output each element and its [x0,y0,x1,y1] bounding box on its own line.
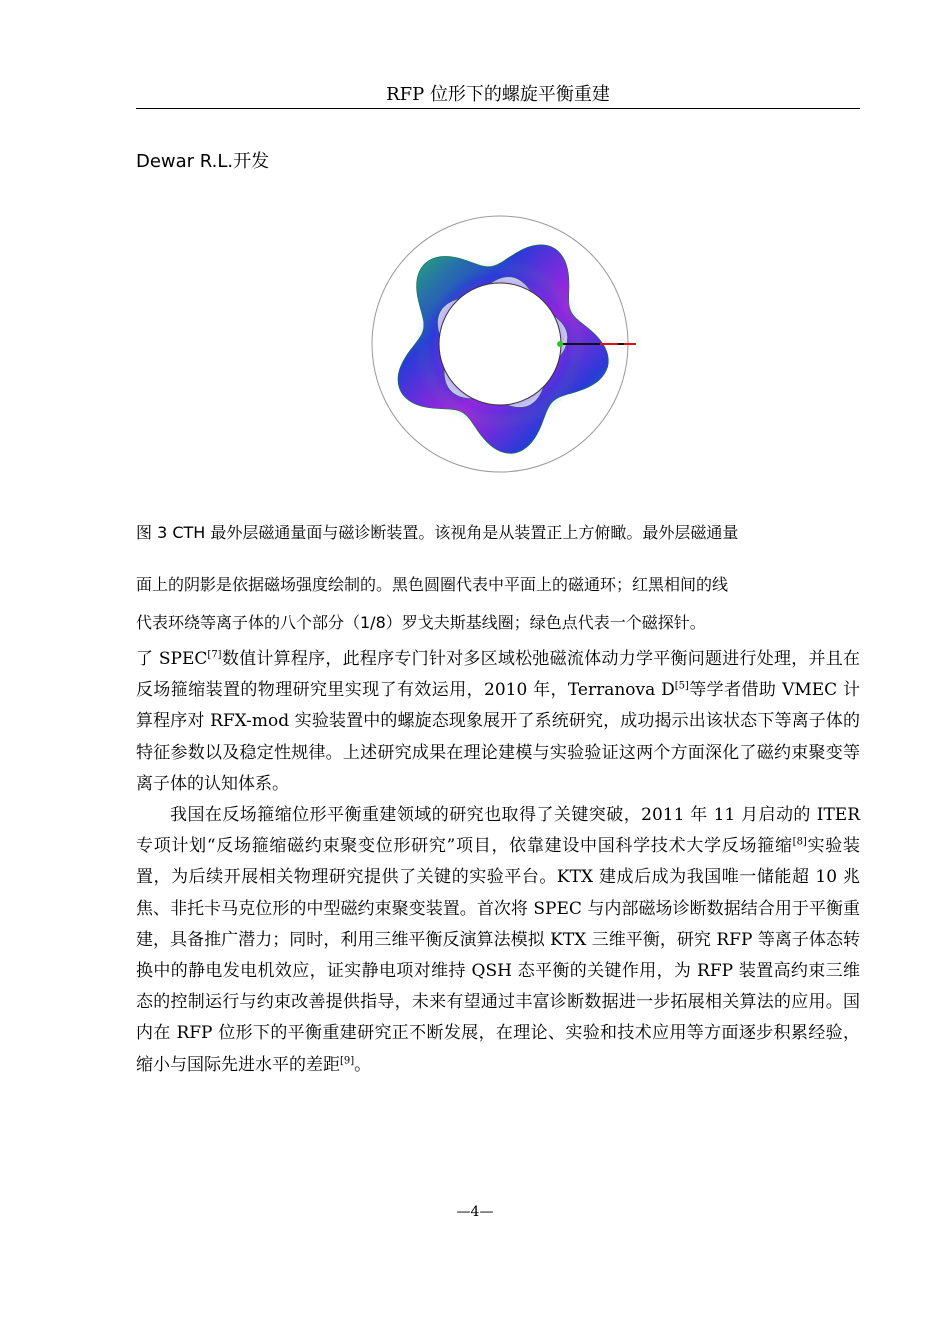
text-run: 实验装置，为后续开展相关物理研究提供了关键的实验平台。KTX 建成后成为我国唯一储能超 10 兆焦、非托卡马克位形的中型磁约束聚变装置。首次将 SPEC 与内部磁场诊断数据结合用于平衡重建，具备推广潜力；同时，利用三维平衡反演算法模拟 KTX 三维平衡，研究 RFP 等离子体态转换中的静电发电机效应，证实静电项对维持 QSH 态平衡的关键作用，为 RFP 装置高约束三维态的控制运行与约束改善提供指导，未来有望通过丰富诊断数据进一步拓展相关算法的应用。国内在 RFP 位形下的平衡重建研究正不断发展，在理论、实验和技术应用等方面逐步积累经验，缩小与国际先进水平的差距 [136,836,860,1075]
figure-caption-line: 代表环绕等离子体的八个部分（1/8）罗戈夫斯基线圈；绿色点代表一个磁探针。 [136,613,706,632]
figure-caption-line: 面上的阴影是依据磁场强度绘制的。黑色圆圈代表中平面上的磁通环；红黑相间的线 [136,575,729,594]
header-rule [136,108,860,109]
figure-flux-surface [360,210,640,490]
text-run: 。 [354,1054,372,1075]
citation-ref: [9] [340,1054,355,1066]
flux-surface-diagram [360,210,640,490]
citation-ref: [5] [674,680,689,692]
figure-caption-line: 图 3 CTH 最外层磁通量面与磁诊断装置。该视角是从装置正上方俯瞰。最外层磁通量 [136,523,739,542]
citation-ref: [8] [792,836,807,848]
magnetic-probe-dot [557,341,563,347]
page-number: —4— [456,1204,494,1220]
paragraph-2 [136,800,860,1081]
text-run: 了 SPEC [136,649,208,669]
citation-ref: [7] [207,649,222,661]
body-text [136,644,860,1081]
lead-text: Dewar R.L.开发 [136,151,270,172]
text-run: 等学者借助 VMEC 计算程序对 RFX-mod 实验装置中的螺旋态现象展开了系统研究，成功揭示出该状态下等离子体的特征参数以及稳定性规律。上述研究成果在理论建模与实验验证这两个方面深化了磁约束聚变等离子体的认知体系。 [136,680,860,794]
text-run: 我国在反场箍缩位形平衡重建领域的研究也取得了关键突破，2011 年 11 月启动的 ITER 专项计划“反场箍缩磁约束聚变位形研究”项目，依靠建设中国科学技术大学反场箍缩 [136,805,860,857]
text-run: 数值计算程序，此程序专门针对多区域松弛磁流体动力学平衡问题进行处理，并且在反场箍缩装置的物理研究里实现了有效运用，2010 年，Terranova D [136,649,861,701]
flux-loop-circle [439,283,561,405]
running-header: RFP 位形下的螺旋平衡重建 [386,84,610,105]
paragraph-1 [136,644,860,800]
